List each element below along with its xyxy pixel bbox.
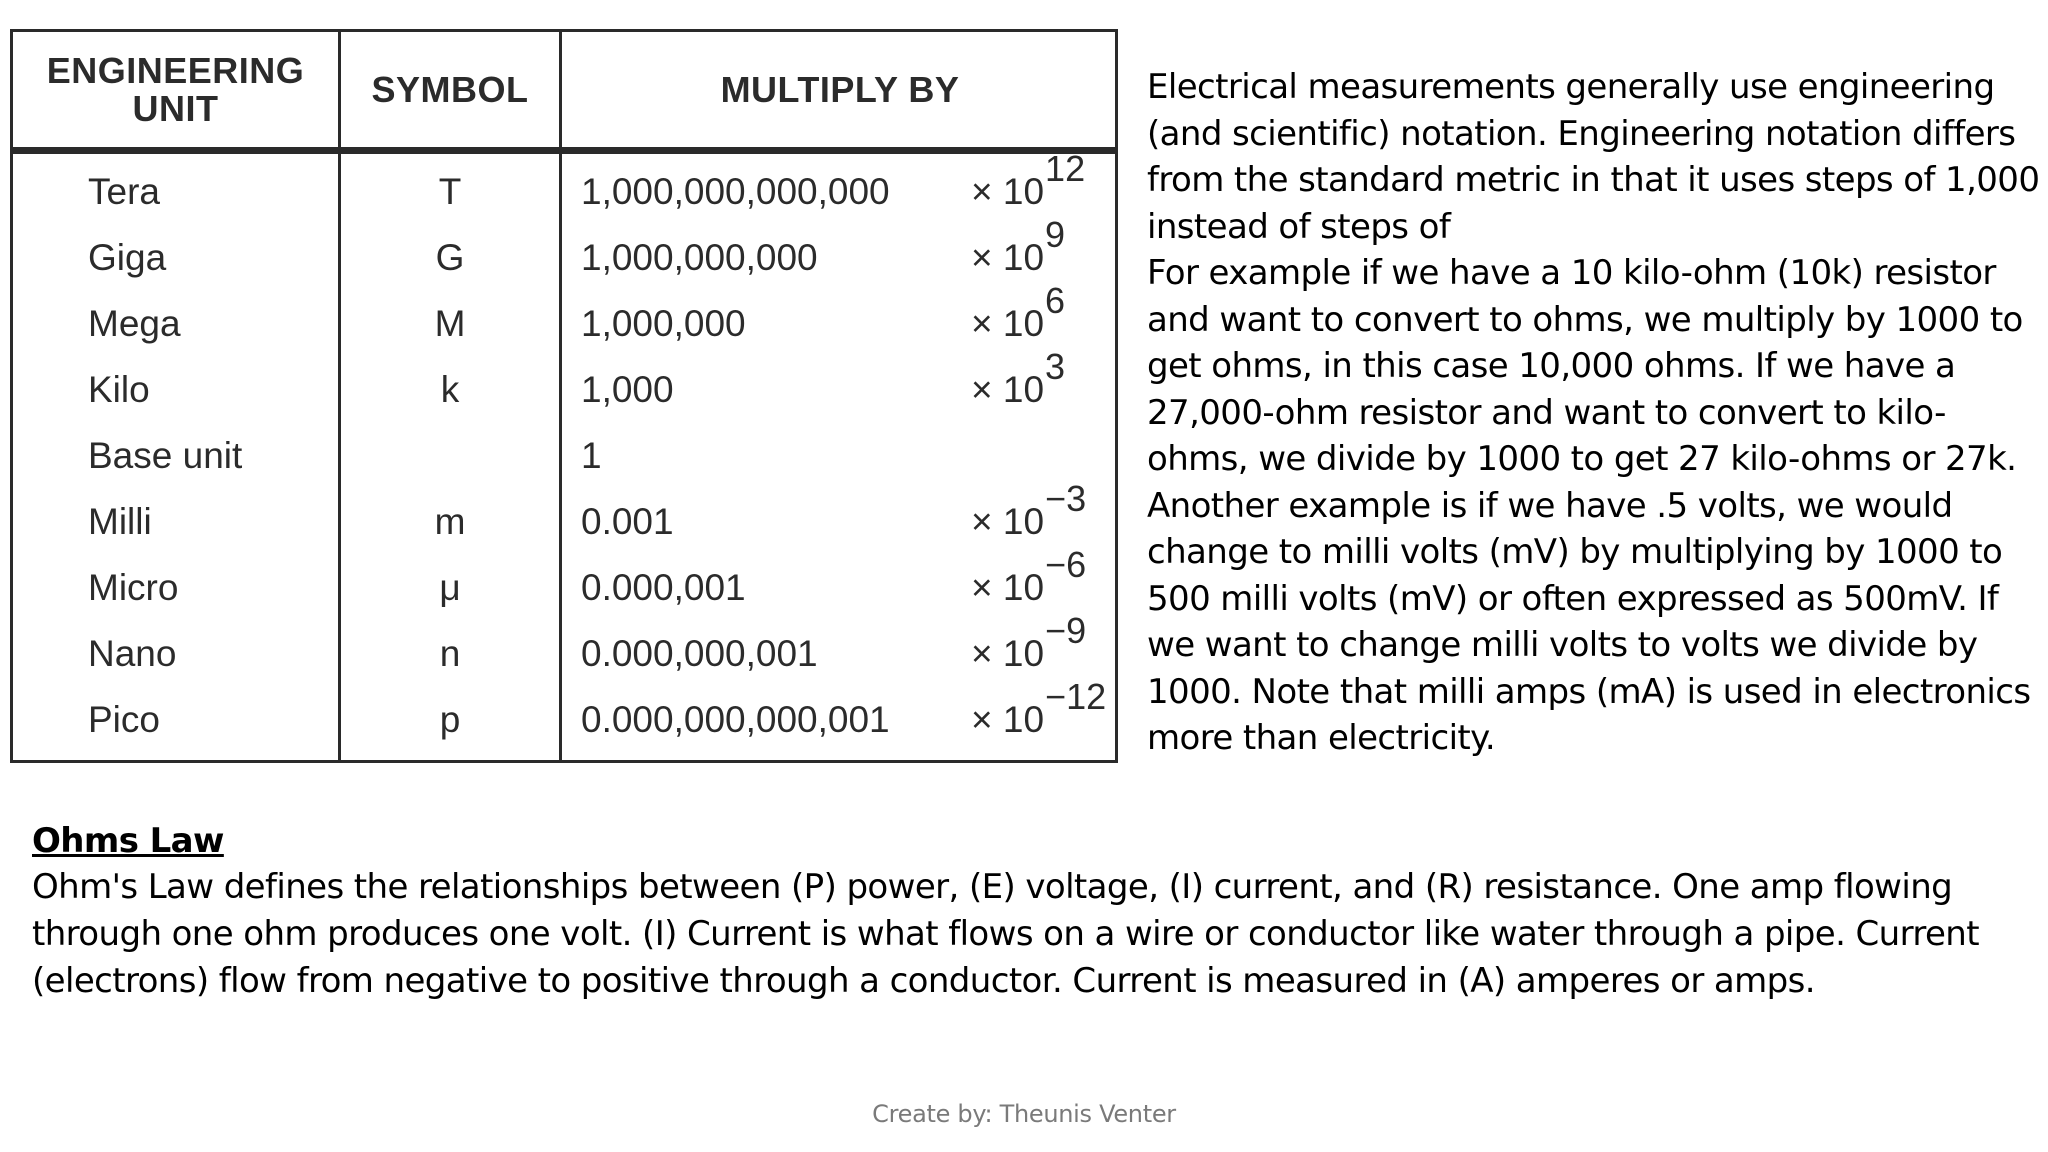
- header-unit-line2: UNIT: [132, 87, 219, 129]
- multiplier-value: 1,000,000: [581, 303, 746, 344]
- notation-paragraph-2: For example if we have a 10 kilo-ohm (10k) resistor and want to convert to ohms, we multiply by 1000 to get ohms, in this case 10,000 ohms. If we have a 27,000-ohm resistor and want to convert to kilo-ohms, we divide by 1000 to get 27 kilo-ohms or 27k. Another example is if we have .5 volts, we would change to milli volts (mV) by multiplying by 1000 to 500 milli volts (mV) or often expressed as 500mV. If we want to change milli volts to volts we divide by 1000. Note that milli amps (mA) is used in electronics more than electricity.: [1147, 253, 2031, 758]
- power-of-ten: × $10^{-3}$: [971, 478, 1087, 542]
- unit-symbol: [341, 423, 559, 489]
- unit-name: Kilo: [88, 369, 150, 410]
- notation-explanation: [1147, 64, 2047, 762]
- multiplier-value: 1,000,000,000,000: [581, 171, 890, 212]
- multiplier-value: 0.001: [581, 501, 674, 542]
- ohms-law-heading: Ohms Law: [32, 821, 224, 861]
- unit-name: Nano: [88, 633, 177, 674]
- header-symbol: SYMBOL: [371, 68, 529, 110]
- table-row: [13, 544, 1115, 621]
- table-row: [13, 214, 1115, 291]
- exponent: −3: [1045, 478, 1087, 519]
- ohms-law-body: Ohm's Law defines the relationships between (P) power, (E) voltage, (I) current, and (R) resistance. One amp flowing through one ohm produces one volt. (I) Current is what flows on a wire or conductor like water through a pipe. Current (electrons) flow from negative to positive through a conductor. Current is measured in (A) amperes or amps.: [32, 867, 1979, 1001]
- unit-symbol: p: [439, 699, 461, 740]
- power-of-ten: [971, 423, 972, 489]
- engineering-units-table: [10, 29, 1118, 763]
- unit-symbol: m: [434, 501, 466, 542]
- header-multiply-by: MULTIPLY BY: [720, 68, 960, 110]
- power-of-ten: × $10^{-12}$: [971, 676, 1107, 740]
- power-of-ten: × $10^3$: [971, 346, 1066, 410]
- unit-symbol: μ: [439, 567, 461, 608]
- exponent: −9: [1045, 610, 1087, 651]
- unit-name: Base unit: [88, 435, 243, 476]
- exponent: −12: [1045, 676, 1107, 717]
- header-engineering-unit: [13, 32, 338, 147]
- power-of-ten: × $10^{-6}$: [971, 544, 1087, 608]
- unit-name: Pico: [88, 699, 160, 740]
- exponent: 6: [1045, 280, 1066, 321]
- table-row: [13, 676, 1115, 753]
- exponent: 3: [1045, 346, 1066, 387]
- unit-name: Mega: [88, 303, 181, 344]
- footer-credit: Create by: Theunis Venter: [872, 1100, 1176, 1128]
- unit-name: Giga: [88, 237, 167, 278]
- unit-symbol: T: [438, 171, 462, 212]
- multiplier-value: 1,000,000,000: [581, 237, 818, 278]
- unit-name: Tera: [88, 171, 160, 212]
- exponent: 12: [1045, 148, 1086, 189]
- unit-name: Milli: [88, 501, 152, 542]
- multiplier-value: 0.000,000,001: [581, 633, 818, 674]
- table-row: [13, 346, 1115, 423]
- unit-name: Micro: [88, 567, 179, 608]
- unit-symbol: M: [434, 303, 466, 344]
- table-header-rule: [13, 147, 1115, 154]
- unit-symbol: n: [439, 633, 461, 674]
- unit-symbol: G: [435, 237, 465, 278]
- table-row: [13, 610, 1115, 687]
- multiplier-value: 0.000,001: [581, 567, 746, 608]
- header-unit-line1: ENGINEERING: [46, 49, 305, 91]
- table-row: [13, 148, 1115, 225]
- exponent: 9: [1045, 214, 1066, 255]
- power-of-ten: × $10^{12}$: [971, 148, 1086, 212]
- power-of-ten: × $10^9$: [971, 214, 1066, 278]
- notation-paragraph-1: Electrical measurements generally use engineering (and scientific) notation. Engineering notation differs from the standard metric in that it uses steps of 1,000 instead of steps of: [1147, 67, 2040, 247]
- table-row: [13, 280, 1115, 357]
- exponent: −6: [1045, 544, 1087, 585]
- power-of-ten: × $10^{-9}$: [971, 610, 1087, 674]
- multiplier-value: 0.000,000,000,001: [581, 699, 890, 740]
- table-row: [13, 423, 1115, 489]
- multiplier-value: 1: [581, 435, 602, 476]
- multiplier-value: 1,000: [581, 369, 674, 410]
- unit-symbol: k: [440, 369, 460, 410]
- power-of-ten: × $10^6$: [971, 280, 1066, 344]
- table-row: [13, 478, 1115, 555]
